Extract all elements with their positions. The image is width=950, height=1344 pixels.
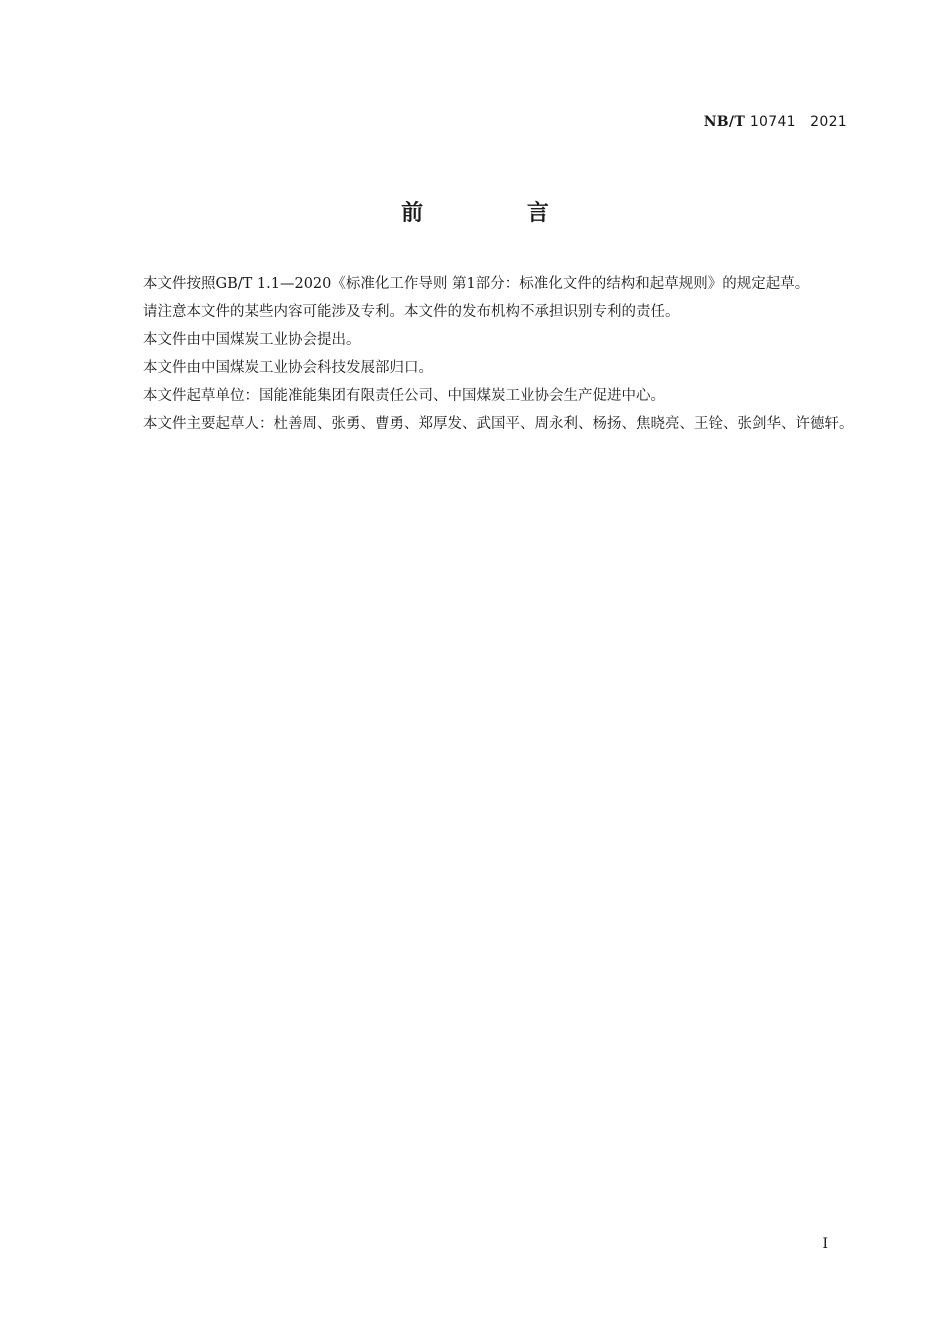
paragraph-drafters: 本文件主要起草人：杜善周、张勇、曹勇、郑厚发、武国平、周永利、杨扬、焦晓亮、王铨、张剑华、许德轩。 — [143, 416, 854, 432]
paragraph-drafting-units: 本文件起草单位：国能准能集团有限责任公司、中国煤炭工业协会生产促进中心。 — [143, 388, 665, 404]
paragraph-patent-notice: 请注意本文件的某些内容可能涉及专利。本文件的发布机构不承担识别专利的责任。 — [143, 304, 680, 320]
paragraph-proposer: 本文件由中国煤炭工业协会提出。 — [143, 332, 361, 348]
paragraph-drafting-rules: 本文件按照GB/T 1.1—2020《标准化工作导则 第1部分：标准化文件的结构和起草规则》的规定起草。 — [143, 276, 810, 292]
page-number: I — [822, 1236, 828, 1252]
page-title: 前 言 — [401, 201, 597, 226]
document-body — [114, 270, 854, 438]
paragraph-centralized-unit: 本文件由中国煤炭工业协会科技发展部归口。 — [143, 360, 433, 376]
standard-year: 2021 — [810, 114, 847, 130]
standard-code — [704, 114, 847, 130]
standard-number: 10741 — [749, 114, 796, 130]
standard-prefix: NB/T — [703, 114, 746, 130]
